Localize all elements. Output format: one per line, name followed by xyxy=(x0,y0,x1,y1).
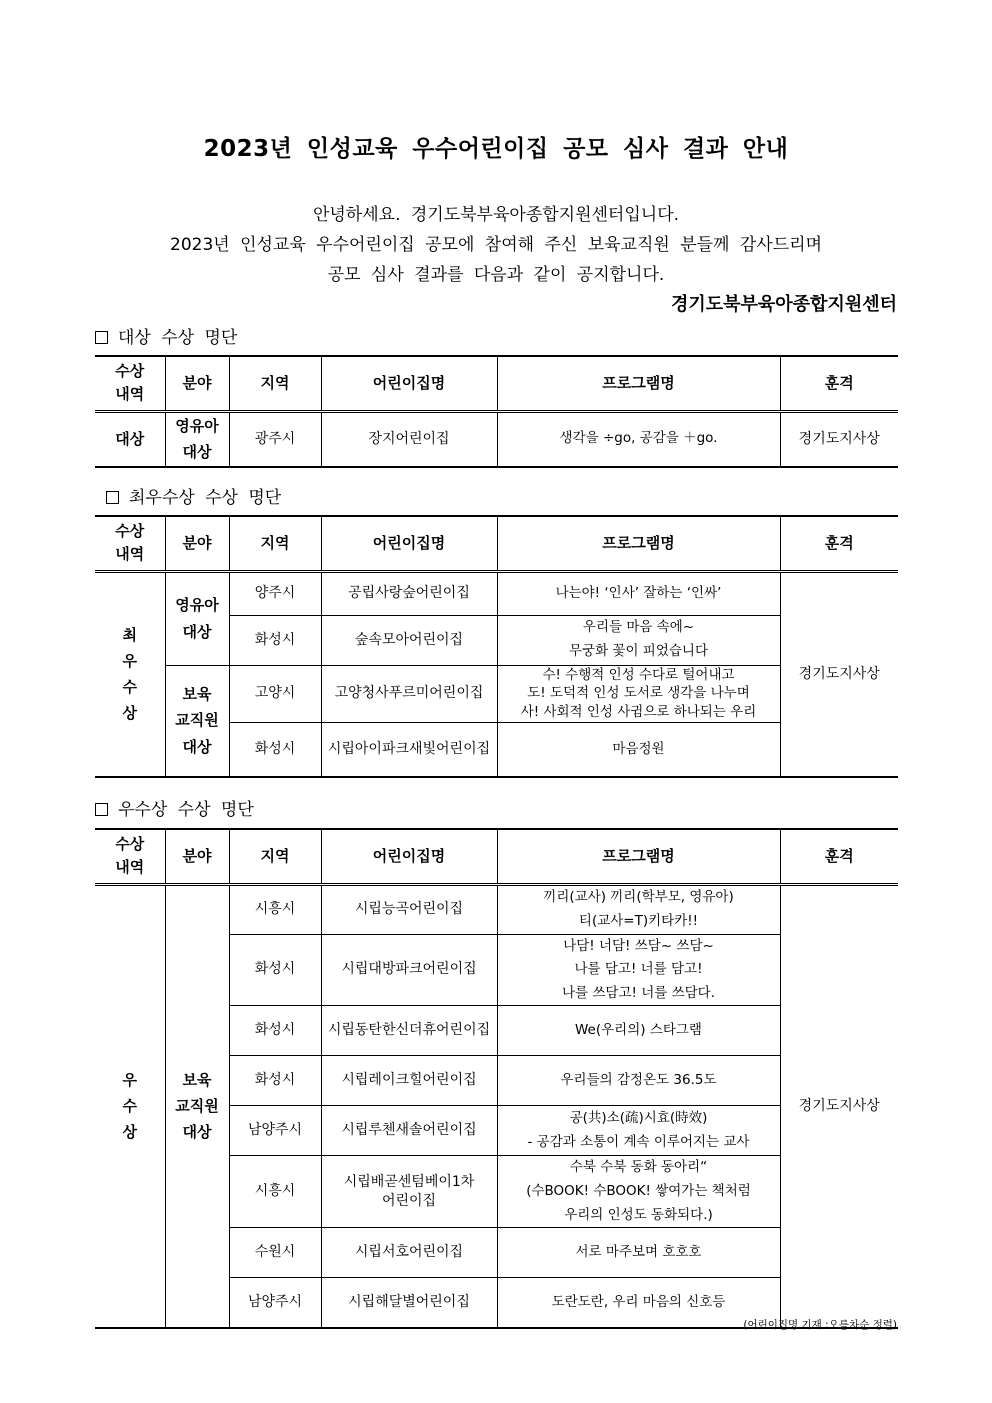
daycare-cell: 시립루첸새솔어린이집 xyxy=(321,1106,497,1156)
region-cell: 남양주시 xyxy=(229,1278,321,1328)
daycare-cell: 공립사랑숲어린이집 xyxy=(321,571,497,615)
header-field: 분야 xyxy=(165,356,229,411)
checkbox-square-icon xyxy=(95,803,108,816)
page-title: 2023년 인성교육 우수어린이집 공모 심사 결과 안내 xyxy=(203,136,789,162)
program-cell: 서로 마주보며 호호호 xyxy=(497,1228,780,1278)
region-cell: 시흥시 xyxy=(229,1156,321,1228)
header-daycare: 어린이집명 xyxy=(321,829,497,884)
checkbox-square-icon xyxy=(95,331,108,344)
header-award: 수상 내역 xyxy=(95,356,165,411)
field-cell: 보육 교직원 대상 xyxy=(165,665,229,777)
region-cell: 화성시 xyxy=(229,723,321,777)
table-row xyxy=(95,411,898,467)
daycare-cell: 시립능곡어린이집 xyxy=(321,884,497,934)
program-cell: 나담! 너담! 쓰담~ 쓰담~ 나를 담고! 너를 담고! 나를 쓰담고! 너를 쓰담다. xyxy=(497,934,780,1006)
intro-line-2: 2023년 인성교육 우수어린이집 공모에 참여해 주신 보육교직원 분들께 감사드리며 xyxy=(170,235,822,255)
program-cell: 수북 수북 동화 동아리“ (수BOOK! 수BOOK! 쌓여가는 책처럼 우리의 인성도 동화되다.) xyxy=(497,1156,780,1228)
section-title-grand-prize: 대상 수상 명단 xyxy=(95,323,237,348)
header-award: 수상 내역 xyxy=(95,516,165,571)
region-cell: 남양주시 xyxy=(229,1106,321,1156)
program-cell: 도란도란, 우리 마음의 신호등 xyxy=(497,1278,780,1328)
header-field: 분야 xyxy=(165,829,229,884)
field-cell: 보육 교직원 대상 xyxy=(165,884,229,1328)
grand-prize-table xyxy=(95,355,898,468)
header-honor: 훈격 xyxy=(780,516,898,571)
header-field: 분야 xyxy=(165,516,229,571)
header-award: 수상 내역 xyxy=(95,829,165,884)
honor-cell: 경기도지사상 xyxy=(780,411,898,467)
header-program: 프로그램명 xyxy=(497,516,780,571)
checkbox-square-icon xyxy=(106,491,119,504)
daycare-cell: 고양청사푸르미어린이집 xyxy=(321,665,497,723)
region-cell: 광주시 xyxy=(229,411,321,467)
award-cell: 최 우 수 상 xyxy=(95,571,165,777)
header-region: 지역 xyxy=(229,356,321,411)
excellence-table xyxy=(95,515,898,778)
merit-table xyxy=(95,828,898,1329)
honor-cell: 경기도지사상 xyxy=(780,571,898,777)
region-cell: 시흥시 xyxy=(229,884,321,934)
daycare-cell: 시립레이크힐어린이집 xyxy=(321,1056,497,1106)
daycare-cell: 숲속모아어린이집 xyxy=(321,615,497,665)
header-program: 프로그램명 xyxy=(497,356,780,411)
program-cell: 우리들 마음 속에~ 무궁화 꽃이 피었습니다 xyxy=(497,615,780,665)
program-cell: 생각을 ÷go, 공감을 ＋go. xyxy=(497,411,780,467)
region-cell: 수원시 xyxy=(229,1228,321,1278)
award-cell: 우 수 상 xyxy=(95,884,165,1328)
header-daycare: 어린이집명 xyxy=(321,356,497,411)
header-honor: 훈격 xyxy=(780,356,898,411)
daycare-cell: 시립동탄한신더휴어린이집 xyxy=(321,1006,497,1056)
intro-line-3: 공모 심사 결과를 다음과 같이 공지합니다. xyxy=(327,265,665,285)
daycare-cell: 시립아이파크새빛어린이집 xyxy=(321,723,497,777)
table-row xyxy=(95,884,898,934)
intro-line-1: 안녕하세요. 경기도북부육아종합지원센터입니다. xyxy=(312,205,680,225)
footnote: (어린이집명 기재 :오름차순 정렬) xyxy=(743,1319,897,1331)
program-cell: 우리들의 감정온도 36.5도 xyxy=(497,1056,780,1106)
signature: 경기도북부육아종합지원센터 xyxy=(670,294,897,315)
header-region: 지역 xyxy=(229,829,321,884)
program-cell: 마음정원 xyxy=(497,723,780,777)
program-cell: 끼리(교사) 끼리(학부모, 영유아) 티(교사=T)키타카!! xyxy=(497,884,780,934)
region-cell: 양주시 xyxy=(229,571,321,615)
header-region: 지역 xyxy=(229,516,321,571)
region-cell: 화성시 xyxy=(229,1006,321,1056)
header-program: 프로그램명 xyxy=(497,829,780,884)
award-cell: 대상 xyxy=(95,411,165,467)
program-cell: 나는야! ‘인사’ 잘하는 ‘인싸’ xyxy=(497,571,780,615)
region-cell: 화성시 xyxy=(229,934,321,1006)
header-honor: 훈격 xyxy=(780,829,898,884)
table-row xyxy=(95,571,898,615)
program-cell: 공(共)소(疏)시효(時效) - 공감과 소통이 계속 이루어지는 교사 xyxy=(497,1106,780,1156)
region-cell: 고양시 xyxy=(229,665,321,723)
program-cell: 수! 수행적 인성 수다로 털어내고 도! 도덕적 인성 도서로 생각을 나누며 사! 사회적 인성 사귐으로 하나되는 우리 xyxy=(497,665,780,723)
field-cell: 영유아 대상 xyxy=(165,571,229,665)
daycare-cell: 시립배곧센텀베이1차 어린이집 xyxy=(321,1156,497,1228)
daycare-cell: 시립대방파크어린이집 xyxy=(321,934,497,1006)
daycare-cell: 시립해달별어린이집 xyxy=(321,1278,497,1328)
table-row xyxy=(95,665,898,723)
header-daycare: 어린이집명 xyxy=(321,516,497,571)
honor-cell: 경기도지사상 xyxy=(780,884,898,1328)
field-cell: 영유아 대상 xyxy=(165,411,229,467)
program-cell: We(우리의) 스타그램 xyxy=(497,1006,780,1056)
section-title-merit: 우수상 수상 명단 xyxy=(95,795,254,820)
region-cell: 화성시 xyxy=(229,1056,321,1106)
section-title-excellence: 최우수상 수상 명단 xyxy=(106,483,281,508)
daycare-cell: 시립서호어린이집 xyxy=(321,1228,497,1278)
daycare-cell: 장지어린이집 xyxy=(321,411,497,467)
region-cell: 화성시 xyxy=(229,615,321,665)
